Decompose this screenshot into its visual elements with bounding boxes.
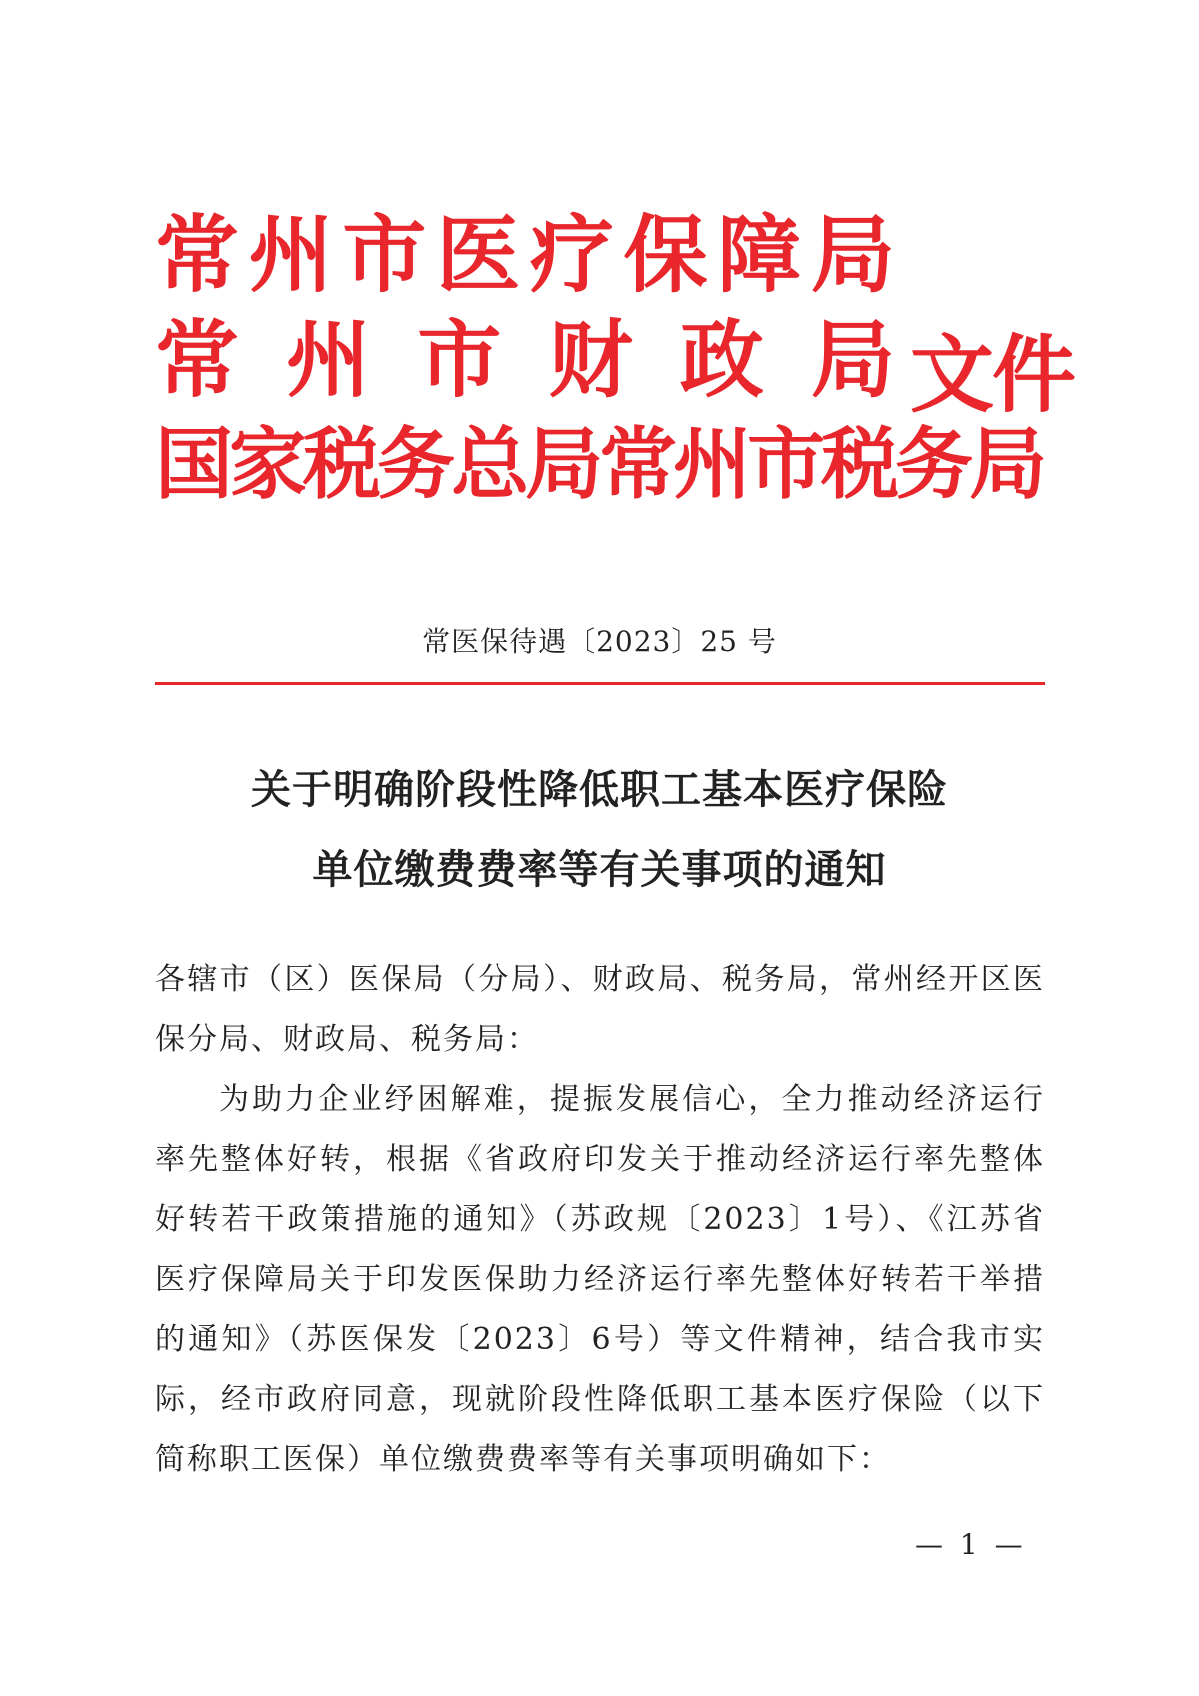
document-number: 常医保待遇〔2023〕25 号 [422, 625, 777, 658]
org-char: 税 [303, 419, 378, 510]
document-body [155, 950, 1045, 1490]
org-char: 州 [286, 310, 371, 409]
org-char: 市 [417, 310, 502, 409]
org-char: 局 [525, 419, 600, 510]
org-char: 家 [229, 419, 304, 510]
document-title-line-1: 关于明确阶段性降低职工基本医疗保险 [251, 766, 948, 813]
addressee-paragraph: 各辖市（区）医保局（分局）、财政局、税务局，常州经开区医保分局、财政局、税务局： [155, 962, 1045, 1057]
org-char: 局 [810, 310, 895, 409]
org-char: 市 [342, 205, 427, 304]
org-char: 州 [248, 205, 333, 304]
org-char: 总 [451, 419, 526, 510]
org-line-healthcare-security-bureau [155, 205, 895, 305]
page-number: — 1 — [915, 1528, 1027, 1561]
red-divider-line [155, 682, 1045, 685]
org-char: 疗 [529, 205, 614, 304]
org-char: 局 [810, 205, 895, 304]
org-char: 市 [747, 419, 822, 510]
org-char: 州 [673, 419, 748, 510]
org-char: 税 [821, 419, 896, 510]
org-char: 务 [377, 419, 452, 510]
body-paragraph-1: 为助力企业纾困解难，提振发展信心，全力推动经济运行率先整体好转，根据《省政府印发关于推动经济运行率先整体好转若干政策措施的通知》（苏政规〔2023〕1号）、《江苏省医疗保障局关于印发医保助力经济运行率先整体好转若干举措的通知》（苏医保发〔2023〕6号）等文件精神，结合我市实际，经市政府同意，现就阶段性降低职工基本医疗保险（以下简称职工医保）单位缴费费率等有关事项明确如下： [155, 1082, 1045, 1477]
org-char: 障 [717, 205, 802, 304]
org-line-finance-bureau [155, 310, 895, 410]
document-suffix: 文件 [910, 325, 1075, 424]
issuing-org-header [155, 205, 1075, 525]
org-char: 常 [155, 205, 240, 304]
org-char: 财 [548, 310, 633, 409]
org-char: 国 [155, 419, 230, 510]
org-char: 保 [623, 205, 708, 304]
org-char: 政 [679, 310, 764, 409]
org-line-tax-bureau [155, 415, 1044, 515]
org-char: 医 [436, 205, 521, 304]
org-char: 常 [155, 310, 240, 409]
org-char: 局 [969, 419, 1044, 510]
org-char: 常 [599, 419, 674, 510]
org-char: 务 [895, 419, 970, 510]
document-title-line-2: 单位缴费费率等有关事项的通知 [312, 846, 887, 893]
